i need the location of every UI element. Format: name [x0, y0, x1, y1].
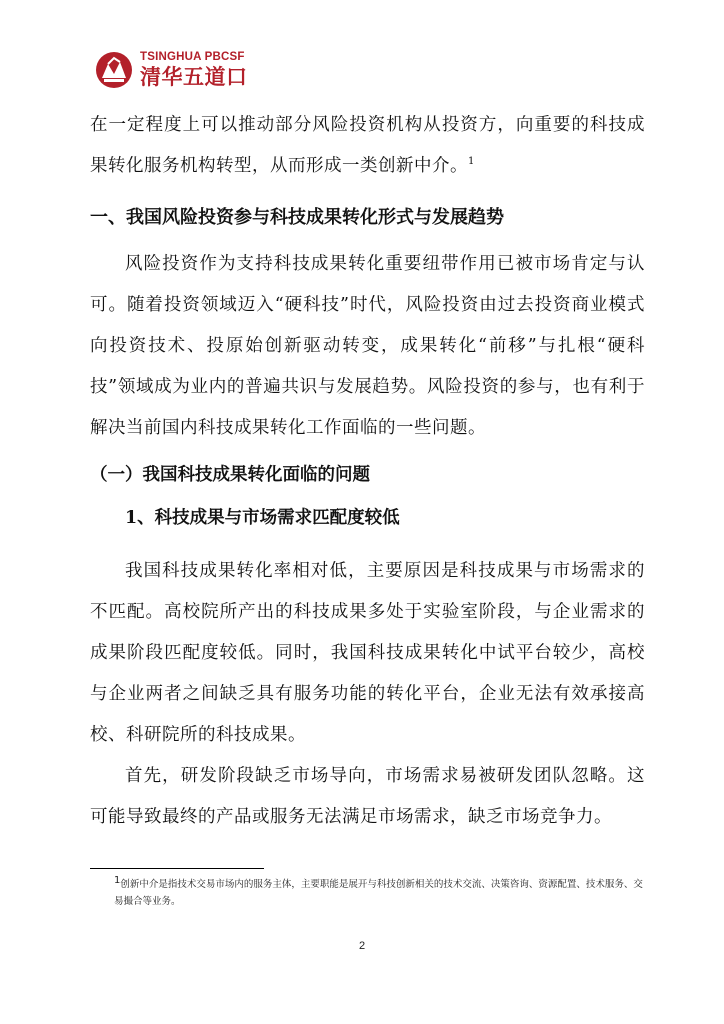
subsubsection-heading: 1、科技成果与市场需求匹配度较低 [125, 508, 400, 528]
paragraph-3: 我国科技成果转化率相对低，主要原因是科技成果与市场需求的不匹配。高校院所产出的科技成果多处于实验室阶段，与企业需求的成果阶段匹配度较低。同时，我国科技成果转化中试平台较少，高校与企业两者之间缺乏具有服务功能的转化平台，企业无法有效承接高校、科研院所的科技成果。 [90, 561, 645, 745]
page-number: 2 [358, 940, 366, 952]
paragraph-continued: 在一定程度上可以推动部分风险投资机构从投资方，向重要的科技成果转化服务机构转型，从而形成一类创新中介。$^1$ [90, 115, 645, 176]
section-heading-1: 一、我国风险投资参与科技成果转化形式与发展趋势 [90, 207, 504, 228]
header-logo [94, 47, 248, 93]
logo-chinese-text: 清华五道口 [140, 64, 248, 89]
footnote-separator [90, 868, 264, 869]
footnote-text: 创新中介是指技术交易市场内的服务主体，主要职能是展开与科技创新相关的技术交流、决策咨询、资源配置、技术服务、交易撮合等业务。 [114, 879, 643, 907]
logo-english-text: TSINGHUA PBCSF [140, 51, 245, 64]
subsection-heading: （一）我国科技成果转化面临的问题 [90, 465, 370, 485]
tsinghua-pbcsf-logo-icon [94, 50, 134, 90]
document-body [90, 105, 645, 838]
footnote [90, 876, 645, 910]
footnote-reference[interactable]: 1 [468, 156, 475, 168]
paragraph-2: 风险投资作为支持科技成果转化重要纽带作用已被市场肯定与认可。随着投资领域迈入“硬科技”时代，风险投资由过去投资商业模式向投资技术、投原始创新驱动转变，成果转化“前移”与扎根“硬科技”领域成为业内的普遍共识与发展趋势。风险投资的参与，也有利于解决当前国内科技成果转化工作面临的一些问题。 [90, 254, 645, 438]
footnote-number: 1 [114, 874, 121, 886]
paragraph-4: 首先，研发阶段缺乏市场导向，市场需求易被研发团队忽略。这可能导致最终的产品或服务无法满足市场需求，缺乏市场竞争力。 [90, 766, 645, 827]
